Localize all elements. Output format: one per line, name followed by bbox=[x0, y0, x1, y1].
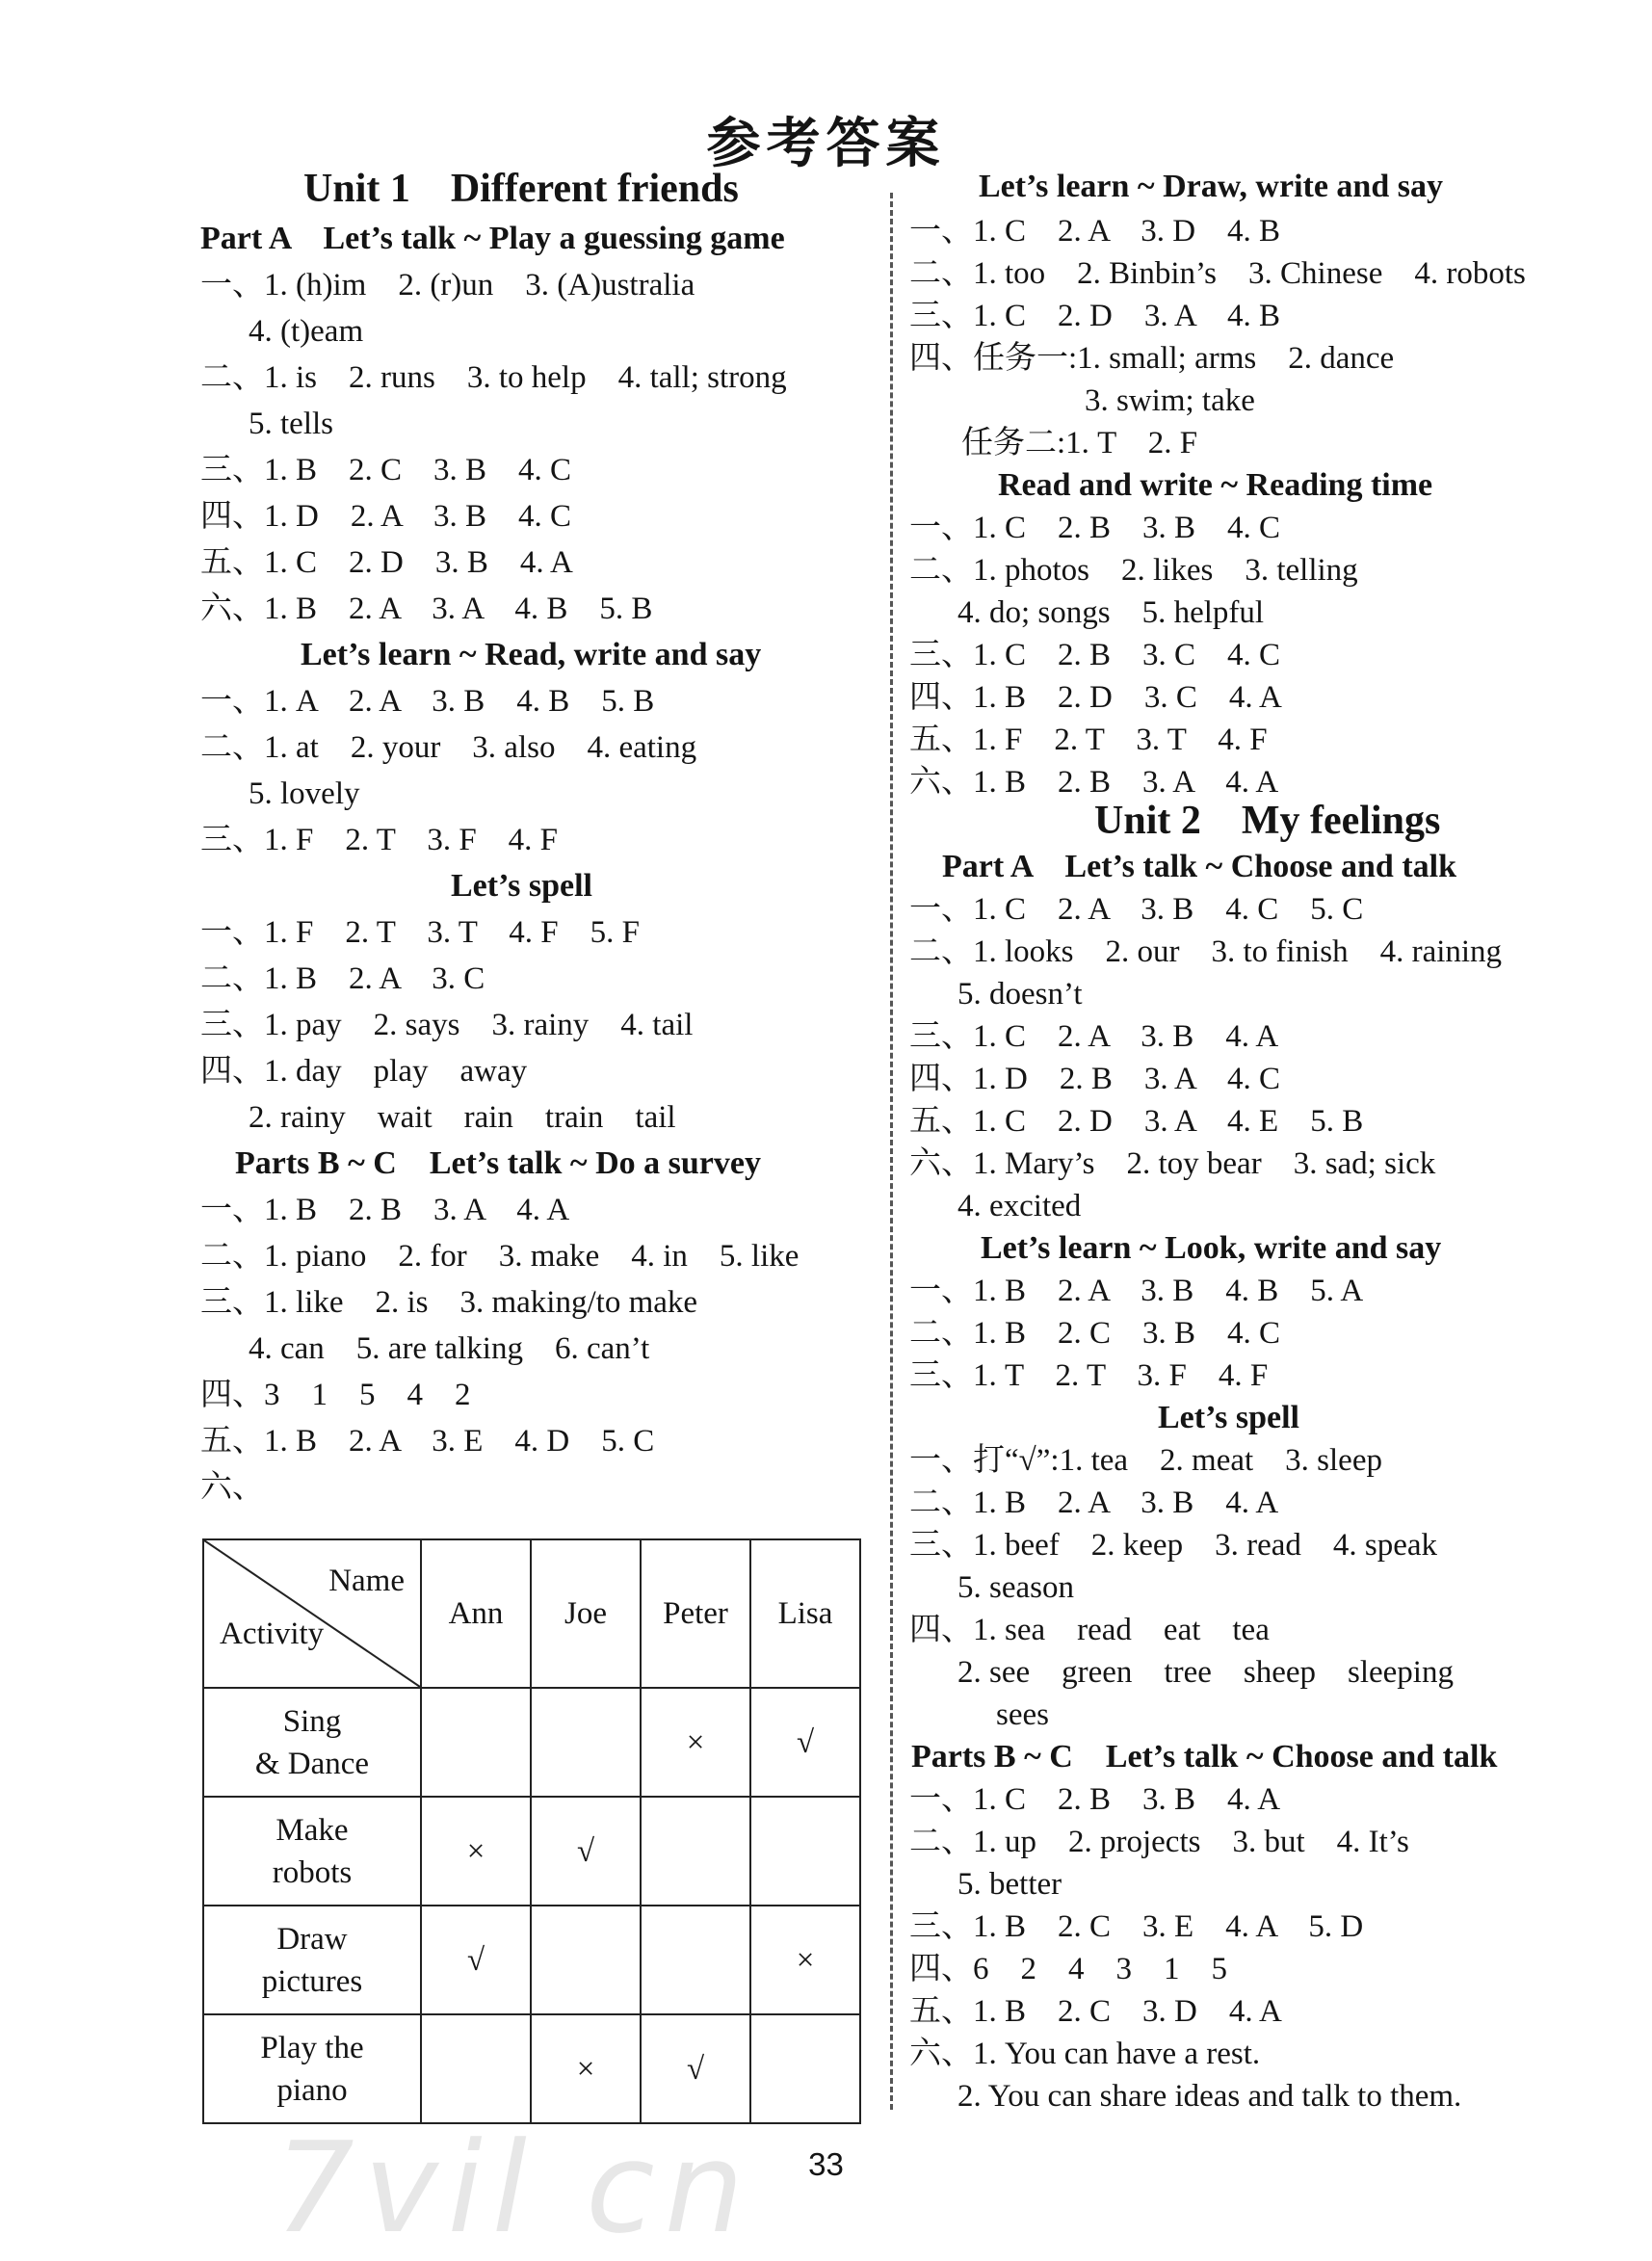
column-header: Ann bbox=[421, 1539, 531, 1688]
mark-cell: √ bbox=[641, 2014, 750, 2123]
answer-line: 四、1. B 2. D 3. C 4. A bbox=[909, 680, 1282, 715]
answer-line: 四、任务一:1. small; arms 2. dance bbox=[909, 341, 1395, 376]
answer-line: 任务二:1. T 2. F bbox=[961, 426, 1198, 460]
mark-cell bbox=[531, 1906, 641, 2014]
answer-line: 2. You can share ideas and talk to them. bbox=[957, 2079, 1462, 2114]
activity-line: Play the bbox=[260, 2030, 364, 2065]
table-row bbox=[203, 2014, 860, 2123]
answer-line: 4. excited bbox=[957, 1189, 1082, 1223]
mark-cell bbox=[421, 2014, 531, 2123]
mark-cell bbox=[641, 1906, 750, 2014]
answer-line: 三、1. C 2. B 3. C 4. C bbox=[909, 638, 1281, 672]
section-heading: Part A Let’s talk ~ Choose and talk bbox=[942, 849, 1457, 884]
answer-line: 一、1. C 2. A 3. B 4. C 5. C bbox=[909, 892, 1364, 927]
section-heading: Parts B ~ C Let’s talk ~ Choose and talk bbox=[911, 1739, 1498, 1775]
answer-line: 二、1. piano 2. for 3. make 4. in 5. like bbox=[200, 1239, 800, 1274]
answer-line: 四、1. sea read eat tea bbox=[909, 1613, 1270, 1647]
answer-line: 一、1. F 2. T 3. T 4. F 5. F bbox=[200, 915, 640, 950]
table-corner-cell bbox=[203, 1539, 421, 1688]
answer-line: 六、1. You can have a rest. bbox=[909, 2037, 1261, 2071]
answer-line: 5. season bbox=[957, 1570, 1074, 1605]
answer-line: 三、1. like 2. is 3. making/to make bbox=[200, 1285, 698, 1320]
answer-line: 五、1. C 2. D 3. B 4. A bbox=[200, 545, 573, 580]
column-header: Joe bbox=[531, 1539, 641, 1688]
answer-line: 五、1. B 2. C 3. D 4. A bbox=[909, 1994, 1282, 2029]
answer-line: 4. (t)eam bbox=[249, 314, 364, 349]
answer-line: 三、1. beef 2. keep 3. read 4. speak bbox=[909, 1528, 1437, 1563]
answer-line: 六、1. Mary’s 2. toy bear 3. sad; sick bbox=[909, 1146, 1436, 1181]
answer-line: 二、1. B 2. A 3. C bbox=[200, 961, 485, 996]
answer-line: 三、1. C 2. A 3. B 4. A bbox=[909, 1019, 1279, 1054]
column-header: Lisa bbox=[750, 1539, 860, 1688]
answer-line: 六、1. B 2. A 3. A 4. B 5. B bbox=[200, 592, 653, 626]
answer-line: 一、1. B 2. B 3. A 4. A bbox=[200, 1193, 570, 1227]
answer-line: 4. can 5. are talking 6. can’t bbox=[249, 1331, 650, 1366]
answer-line: 一、打“√”:1. tea 2. meat 3. sleep bbox=[909, 1443, 1382, 1478]
section-heading: Let’s spell bbox=[451, 868, 593, 904]
mark-cell bbox=[641, 1797, 750, 1906]
answer-line: 二、1. too 2. Binbin’s 3. Chinese 4. robots bbox=[909, 256, 1526, 291]
activity-cell bbox=[203, 1906, 421, 2014]
answer-line: 三、1. C 2. D 3. A 4. B bbox=[909, 299, 1281, 333]
section-heading: Let’s learn ~ Draw, write and say bbox=[979, 169, 1443, 204]
mark-cell: × bbox=[750, 1906, 860, 2014]
mark-cell: √ bbox=[531, 1797, 641, 1906]
answer-line: sees bbox=[996, 1697, 1049, 1732]
table-row bbox=[203, 1688, 860, 1797]
section-heading: Let’s learn ~ Read, write and say bbox=[301, 637, 762, 672]
answer-line: 一、1. C 2. B 3. B 4. C bbox=[909, 511, 1281, 545]
answer-line: 二、1. up 2. projects 3. but 4. It’s bbox=[909, 1825, 1409, 1859]
answer-line: 六、1. B 2. B 3. A 4. A bbox=[909, 765, 1279, 800]
answer-line: 四、1. D 2. A 3. B 4. C bbox=[200, 499, 572, 534]
answer-line: 5. lovely bbox=[249, 776, 360, 811]
section-heading: Parts B ~ C Let’s talk ~ Do a survey bbox=[235, 1145, 761, 1181]
answer-line: 一、1. C 2. A 3. D 4. B bbox=[909, 214, 1281, 249]
activity-line: piano bbox=[276, 2072, 348, 2108]
section-heading: Unit 2 My feelings bbox=[1094, 799, 1441, 843]
mark-cell: √ bbox=[750, 1688, 860, 1797]
corner-name-label: Name bbox=[328, 1564, 405, 1598]
mark-cell bbox=[750, 1797, 860, 1906]
section-heading: Unit 1 Different friends bbox=[303, 167, 739, 211]
answer-line: 2. see green tree sheep sleeping bbox=[957, 1655, 1454, 1690]
answer-line: 三、1. T 2. T 3. F 4. F bbox=[909, 1358, 1269, 1393]
answer-line: 五、1. B 2. A 3. E 4. D 5. C bbox=[200, 1424, 655, 1459]
mark-cell: × bbox=[531, 2014, 641, 2123]
table-header-row bbox=[203, 1539, 860, 1688]
table-row bbox=[203, 1797, 860, 1906]
mark-cell: × bbox=[421, 1797, 531, 1906]
page-number: 33 bbox=[808, 2146, 844, 2182]
answer-line: 5. better bbox=[957, 1867, 1062, 1902]
activity-line: Draw bbox=[276, 1921, 348, 1957]
mark-cell bbox=[421, 1688, 531, 1797]
answer-line: 4. do; songs 5. helpful bbox=[957, 595, 1265, 630]
answer-line: 二、1. B 2. A 3. B 4. A bbox=[909, 1485, 1279, 1520]
section-heading: Let’s learn ~ Look, write and say bbox=[981, 1230, 1442, 1266]
activity-line: & Dance bbox=[254, 1746, 370, 1781]
answer-line: 二、1. looks 2. our 3. to finish 4. raining bbox=[909, 934, 1503, 969]
answer-line: 三、1. pay 2. says 3. rainy 4. tail bbox=[200, 1008, 694, 1042]
mark-cell bbox=[531, 1688, 641, 1797]
answer-line: 一、1. A 2. A 3. B 4. B 5. B bbox=[200, 684, 655, 719]
answer-line: 2. rainy wait rain train tail bbox=[249, 1100, 676, 1135]
answer-line: 5. tells bbox=[249, 407, 333, 441]
activity-line: robots bbox=[272, 1854, 353, 1890]
table-row bbox=[203, 1906, 860, 2014]
column-divider bbox=[890, 193, 893, 2110]
activity-cell bbox=[203, 1797, 421, 1906]
column-header: Peter bbox=[641, 1539, 750, 1688]
activity-line: Sing bbox=[282, 1703, 342, 1739]
answer-line: 二、1. is 2. runs 3. to help 4. tall; strong bbox=[200, 360, 787, 395]
section-heading: Part A Let’s talk ~ Play a guessing game bbox=[200, 221, 785, 256]
answer-line: 三、1. B 2. C 3. B 4. C bbox=[200, 453, 572, 487]
activity-table bbox=[202, 1538, 861, 2124]
activity-cell bbox=[203, 1688, 421, 1797]
activity-line: pictures bbox=[261, 1963, 363, 1999]
section-heading: Read and write ~ Reading time bbox=[998, 467, 1433, 503]
mark-cell: √ bbox=[421, 1906, 531, 2014]
mark-cell bbox=[750, 2014, 860, 2123]
answer-line: 3. swim; take bbox=[1085, 383, 1255, 418]
answer-line: 三、1. B 2. C 3. E 4. A 5. D bbox=[909, 1909, 1364, 1944]
watermark: 7vil cn bbox=[275, 2115, 754, 2261]
answer-line: 三、1. F 2. T 3. F 4. F bbox=[200, 823, 559, 857]
page-title: 参考答案 bbox=[706, 113, 946, 175]
answer-line: 五、1. F 2. T 3. T 4. F bbox=[909, 723, 1268, 757]
answer-line: 二、1. B 2. C 3. B 4. C bbox=[909, 1316, 1281, 1351]
answer-line: 一、1. C 2. B 3. B 4. A bbox=[909, 1782, 1281, 1817]
answer-line: 五、1. C 2. D 3. A 4. E 5. B bbox=[909, 1104, 1364, 1139]
activity-line: Make bbox=[275, 1812, 349, 1848]
answer-line: 二、1. photos 2. likes 3. telling bbox=[909, 553, 1358, 588]
answer-line: 四、1. day play away bbox=[200, 1054, 528, 1089]
answer-line: 二、1. at 2. your 3. also 4. eating bbox=[200, 730, 697, 765]
answer-line: 四、1. D 2. B 3. A 4. C bbox=[909, 1062, 1281, 1096]
section-heading: Let’s spell bbox=[1158, 1400, 1300, 1435]
answer-line: 四、6 2 4 3 1 5 bbox=[909, 1952, 1227, 1986]
answer-line: 5. doesn’t bbox=[957, 977, 1083, 1012]
activity-cell bbox=[203, 2014, 421, 2123]
answer-line: 一、1. (h)im 2. (r)un 3. (A)ustralia bbox=[200, 268, 695, 302]
mark-cell: × bbox=[641, 1688, 750, 1797]
corner-activity-label: Activity bbox=[220, 1617, 325, 1651]
answer-line: 六、 bbox=[200, 1470, 264, 1505]
answer-line: 一、1. B 2. A 3. B 4. B 5. A bbox=[909, 1274, 1364, 1308]
answer-line: 四、3 1 5 4 2 bbox=[200, 1378, 471, 1412]
